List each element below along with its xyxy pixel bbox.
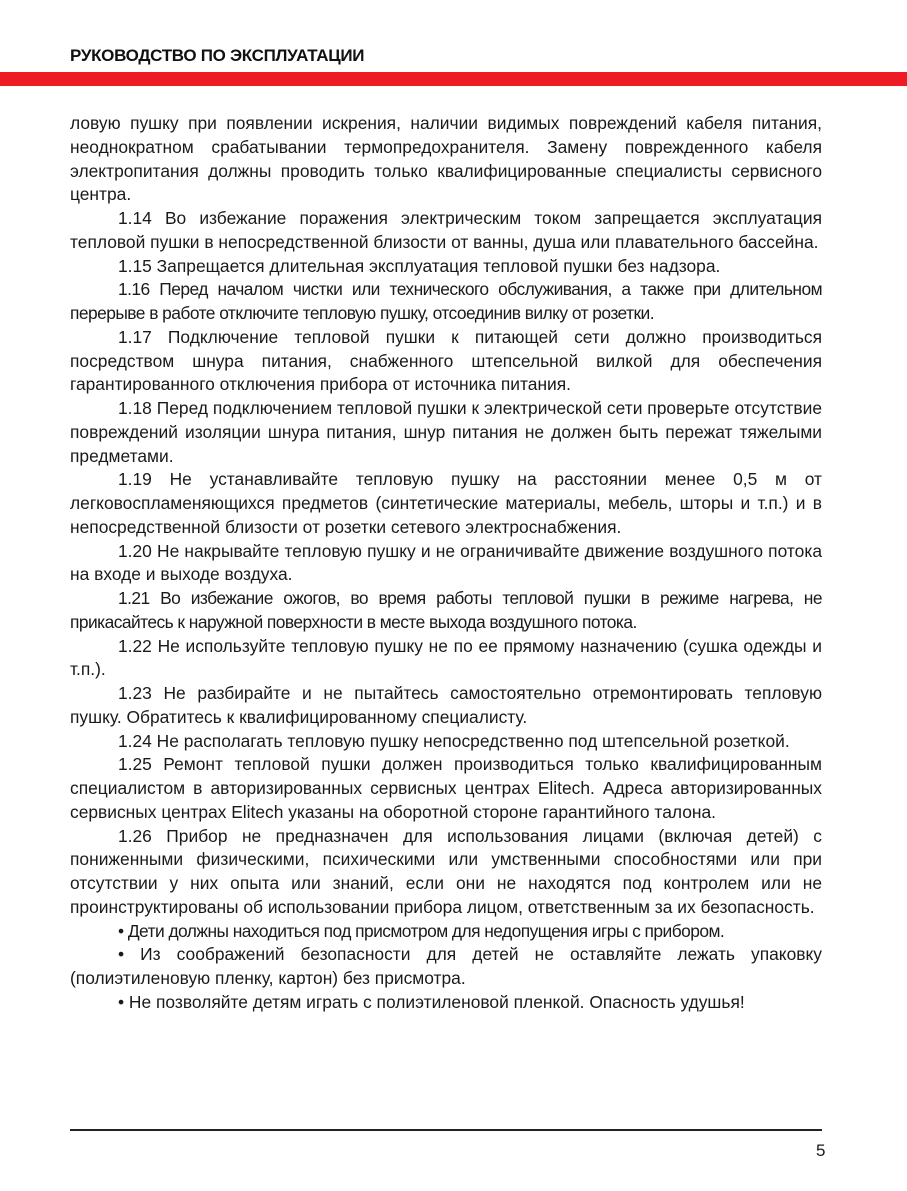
paragraph-1-15: 1.15 Запрещается длительная эксплуатация тепловой пушки без надзора.: [118, 255, 721, 276]
page-number: 5: [816, 1141, 826, 1160]
footer-rule: [70, 1129, 822, 1131]
paragraph-1-24: 1.24 Не располагать тепловую пушку непосредственно под штепсельной розеткой.: [118, 730, 790, 751]
paragraph-1-26: 1.26 Прибор не предназначен для использования лицами (включая детей) с пониженными физическими, психическими или умственными способностями или при отсутствии у них опыта или знаний, если они не находятся под контролем или не проинструктированы об использовании прибора лицом, ответственным за их безопасность.: [70, 825, 822, 917]
paragraph-1-17: 1.17 Подключение тепловой пушки к питающей сети должно производиться посредством шнура питания, снабженного штепсельной вилкой для обеспечения гарантированного отключения прибора от источника питания.: [70, 326, 822, 395]
paragraph-1-22: 1.22 Не используйте тепловую пушку не по ее прямому назначению (сушка одежды и т.п.).: [70, 635, 822, 680]
bullet-item: • Из соображений безопасности для детей не оставляйте лежать упаковку (полиэтиленовую пленку, картон) без присмотра.: [70, 944, 822, 988]
paragraph-1-23: 1.23 Не разбирайте и не пытайтесь самостоятельно отремонтировать тепловую пушку. Обратитесь к квалифицированному специалисту.: [70, 683, 822, 727]
paragraph: ловую пушку при появлении искрения, наличии видимых повреждений кабеля питания, неоднократном срабатывании термопредохранителя. Замену поврежденного кабеля электропитания должны проводить только квалифицированные специалисты сервисного центра.: [70, 113, 822, 205]
paragraph-1-18: 1.18 Перед подключением тепловой пушки к электрической сети проверьте отсутствие повреждений изоляции шнура питания, шнур питания не должен быть пережат тяжелыми предметами.: [70, 398, 822, 466]
paragraph-1-20: 1.20 Не накрывайте тепловую пушку и не ограничивайте движение воздушного потока на входе и выходе воздуха.: [70, 540, 822, 585]
body-text: [70, 112, 822, 1015]
paragraph-1-14: 1.14 Во избежание поражения электрическим током запрещается эксплуатация тепловой пушки в непосредственной близости от ванны, душа или плавательного бассейна.: [70, 208, 822, 252]
header-accent-band: [0, 72, 907, 86]
paragraph-1-25: 1.25 Ремонт тепловой пушки должен производиться только квалифицированным специалистом в авторизированных сервисных центрах Elitech. Адреса авторизированных сервисных центрах Elitech указаны на оборотной стороне гарантийного талона.: [70, 754, 822, 822]
running-header: РУКОВОДСТВО ПО ЭКСПЛУАТАЦИИ: [70, 46, 365, 65]
paragraph-1-19: 1.19 Не устанавливайте тепловую пушку на расстоянии менее 0,5 м от легковоспламеняющихся предметов (синтетические материалы, мебель, шторы и т.п.) и в непосредственной близости от розетки сетевого электроснабжения.: [70, 469, 822, 537]
bullet-item: • Не позволяйте детям играть с полиэтиленовой пленкой. Опасность удушья!: [118, 991, 745, 1012]
paragraph-1-21: 1.21 Во избежание ожогов, во время работы тепловой пушки в режиме нагрева, не прикасайтесь к наружной поверхности в месте выхода воздушного потока.: [70, 588, 822, 632]
paragraph-1-16: 1.16 Перед началом чистки или технического обслуживания, а также при длительном перерыве в работе отключите тепловую пушку, отсоединив вилку от розетки.: [70, 279, 822, 323]
bullet-item: • Дети должны находиться под присмотром для недопущения игры с прибором.: [118, 920, 725, 941]
